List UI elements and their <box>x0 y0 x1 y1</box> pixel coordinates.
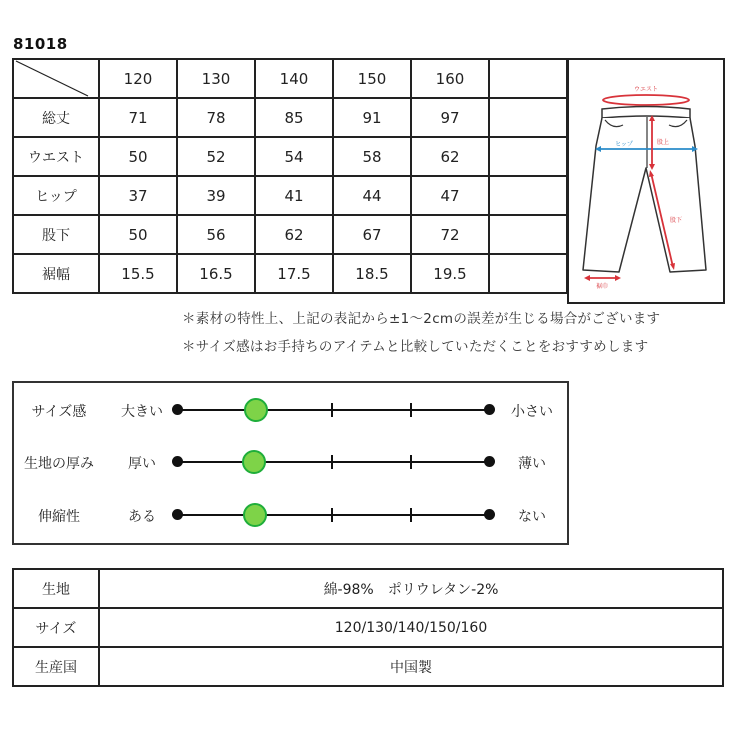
size-header: 120 <box>99 59 177 98</box>
table-cell: 44 <box>333 176 411 215</box>
size-table <box>12 58 568 294</box>
row-label: ヒップ <box>13 176 99 215</box>
diagram-label-waist: ウエスト <box>633 86 659 93</box>
table-cell: 19.5 <box>411 254 489 293</box>
scale-left-label: ある <box>128 509 156 525</box>
size-header: 130 <box>177 59 255 98</box>
scale-track <box>177 514 490 516</box>
endpoint-dot-icon <box>484 509 495 520</box>
note-item: ＊サイズ感はお手持ちのアイテムと比較していただくことをおすすめします <box>182 339 649 355</box>
info-key: 生地 <box>13 569 99 608</box>
scale-label: サイズ感 <box>31 404 87 420</box>
table-cell-empty <box>489 137 567 176</box>
scale-track <box>177 461 490 463</box>
size-header-empty <box>489 59 567 98</box>
scale-row-thickness <box>14 447 567 477</box>
info-key: 生産国 <box>13 647 99 686</box>
table-row <box>13 137 567 176</box>
table-cell: 50 <box>99 137 177 176</box>
info-key: サイズ <box>13 608 99 647</box>
measurement-diagram <box>567 58 725 304</box>
table-cell: 56 <box>177 215 255 254</box>
row-label: 裾幅 <box>13 254 99 293</box>
size-header: 150 <box>333 59 411 98</box>
diagonal-corner-cell <box>13 59 99 98</box>
endpoint-dot-icon <box>172 456 183 467</box>
size-header: 140 <box>255 59 333 98</box>
endpoint-dot-icon <box>172 404 183 415</box>
table-cell: 41 <box>255 176 333 215</box>
tick-mark-icon <box>410 455 412 469</box>
table-cell: 67 <box>333 215 411 254</box>
scale-row-size <box>14 395 567 425</box>
endpoint-dot-icon <box>172 509 183 520</box>
diagram-label-hip: ヒップ <box>615 141 633 148</box>
size-header: 160 <box>411 59 489 98</box>
table-cell: 47 <box>411 176 489 215</box>
diagram-label-inseam: 股下 <box>669 217 683 224</box>
scale-right-label: 小さい <box>511 404 553 420</box>
table-cell: 52 <box>177 137 255 176</box>
scale-left-label: 大きい <box>121 404 163 420</box>
table-cell: 62 <box>411 137 489 176</box>
table-cell-empty <box>489 215 567 254</box>
scale-right-label: 薄い <box>518 456 546 472</box>
table-cell: 97 <box>411 98 489 137</box>
info-row-origin <box>13 647 723 686</box>
info-row-size <box>13 608 723 647</box>
table-cell: 58 <box>333 137 411 176</box>
endpoint-dot-icon <box>484 404 495 415</box>
row-label: 股下 <box>13 215 99 254</box>
table-cell: 72 <box>411 215 489 254</box>
notes <box>182 305 660 361</box>
size-header-row <box>13 59 567 98</box>
scale-marker-icon <box>244 398 268 422</box>
scale-row-stretch <box>14 500 567 530</box>
table-cell: 18.5 <box>333 254 411 293</box>
table-cell: 78 <box>177 98 255 137</box>
scale-right-label: ない <box>518 509 546 525</box>
table-cell: 50 <box>99 215 177 254</box>
info-value: 綿-98% ポリウレタン-2% <box>99 569 723 608</box>
table-cell: 91 <box>333 98 411 137</box>
pants-diagram-icon <box>569 60 723 302</box>
note-item: ＊素材の特性上、上記の表記から±1〜2cmの誤差が生じる場合がございます <box>182 311 661 327</box>
table-cell-empty <box>489 176 567 215</box>
tick-mark-icon <box>331 403 333 417</box>
scale-marker-icon <box>242 450 266 474</box>
table-cell-empty <box>489 98 567 137</box>
table-row <box>13 176 567 215</box>
fit-scale-panel <box>12 381 569 545</box>
scale-left-label: 厚い <box>128 456 156 472</box>
diagram-label-hem: 裾巾 <box>595 283 609 290</box>
diagram-label-rise: 股上 <box>656 139 670 146</box>
tick-mark-icon <box>331 508 333 522</box>
row-label: ウエスト <box>13 137 99 176</box>
scale-label: 伸縮性 <box>38 509 80 525</box>
table-row <box>13 215 567 254</box>
tick-mark-icon <box>410 508 412 522</box>
scale-label: 生地の厚み <box>24 456 94 472</box>
diagonal-line-icon <box>14 60 98 97</box>
table-cell: 54 <box>255 137 333 176</box>
table-cell: 85 <box>255 98 333 137</box>
table-cell: 16.5 <box>177 254 255 293</box>
table-cell: 71 <box>99 98 177 137</box>
table-row <box>13 98 567 137</box>
info-row-fabric <box>13 569 723 608</box>
table-cell: 17.5 <box>255 254 333 293</box>
info-value: 120/130/140/150/160 <box>99 608 723 647</box>
table-cell: 15.5 <box>99 254 177 293</box>
table-cell-empty <box>489 254 567 293</box>
table-cell: 37 <box>99 176 177 215</box>
info-value: 中国製 <box>99 647 723 686</box>
table-cell: 39 <box>177 176 255 215</box>
product-code: 81018 <box>13 35 68 53</box>
table-cell: 62 <box>255 215 333 254</box>
endpoint-dot-icon <box>484 456 495 467</box>
row-label: 総丈 <box>13 98 99 137</box>
tick-mark-icon <box>331 455 333 469</box>
table-row <box>13 254 567 293</box>
scale-marker-icon <box>243 503 267 527</box>
scale-track <box>177 409 490 411</box>
tick-mark-icon <box>410 403 412 417</box>
product-info-table <box>12 568 724 687</box>
